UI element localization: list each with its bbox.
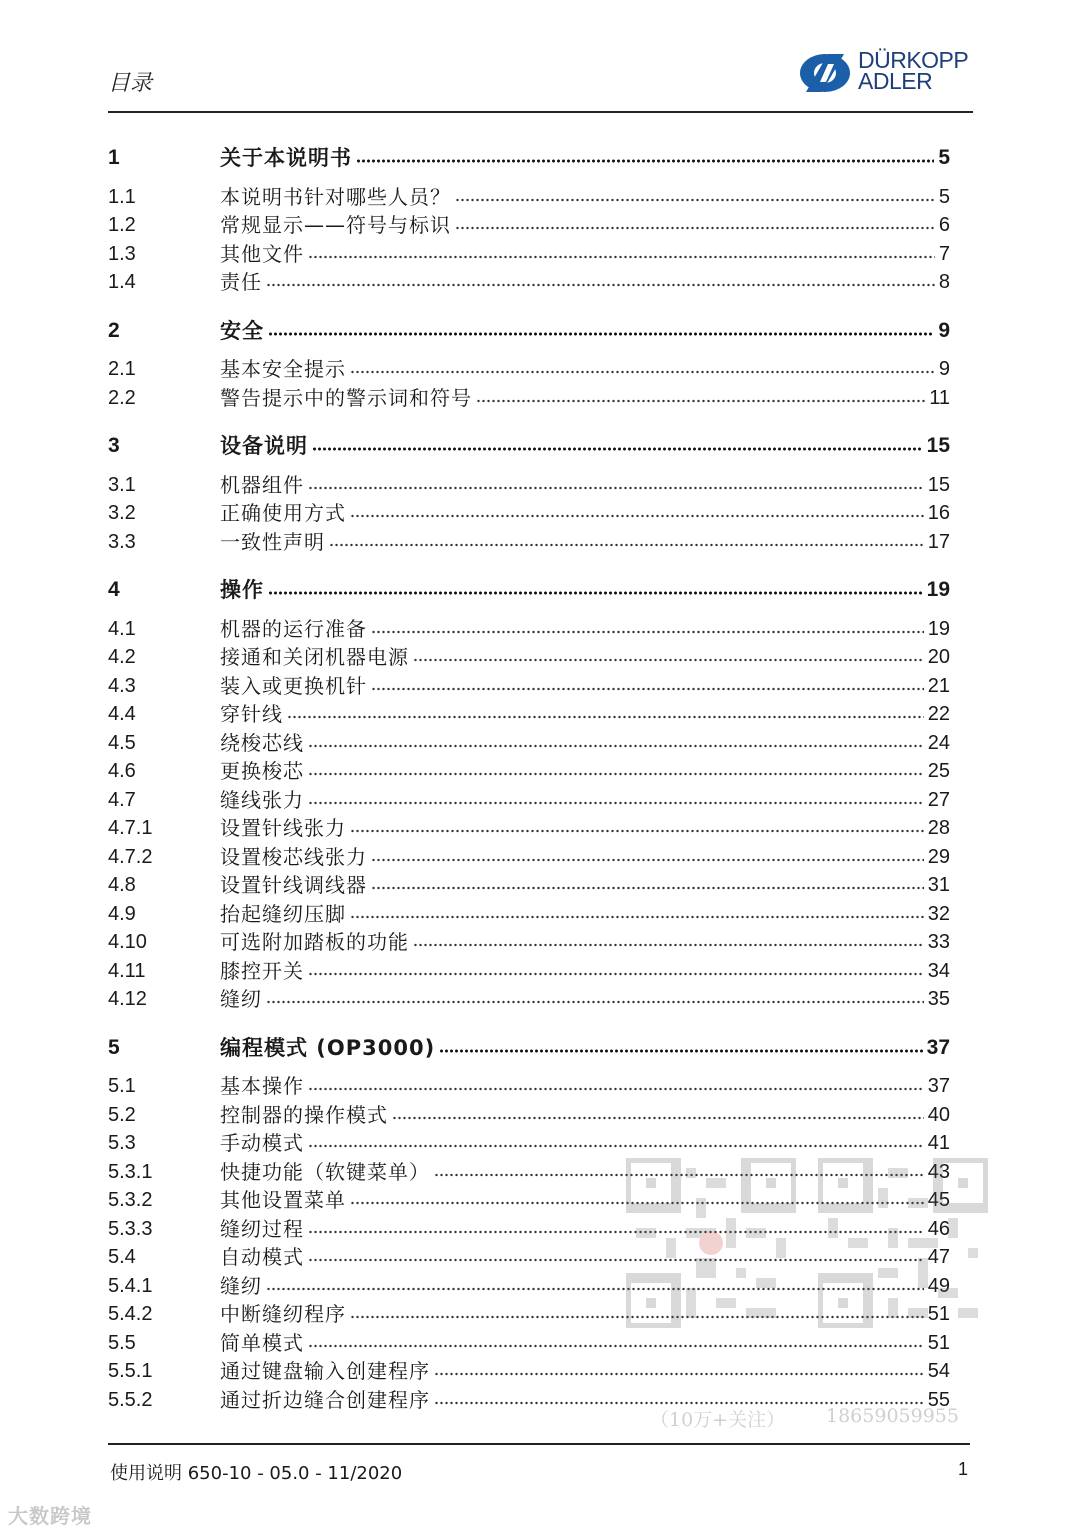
toc-entry-page: 9 <box>938 358 950 380</box>
toc-entry-number: 4.3 <box>108 674 136 697</box>
toc-entry-title: 基本操作 <box>220 1074 304 1098</box>
toc-entry-title: 常规显示——符号与标识 <box>220 213 451 237</box>
toc-section-row[interactable] <box>108 1129 950 1157</box>
toc-dot-leader <box>371 629 924 635</box>
toc-section-row[interactable] <box>108 1357 950 1385</box>
toc-section-row[interactable] <box>108 786 950 814</box>
toc-entry-number: 1.1 <box>108 185 136 208</box>
toc-entry-page: 31 <box>927 874 950 896</box>
toc-entry-title: 装入或更换机针 <box>220 673 367 698</box>
toc-section-row[interactable] <box>108 1329 950 1357</box>
toc-entry-number: 3.3 <box>108 530 136 553</box>
toc-section-row[interactable] <box>108 499 950 527</box>
toc-section-row[interactable] <box>108 1072 950 1100</box>
toc-entry-title: 可选附加踏板的功能 <box>220 930 409 954</box>
toc-entry-page: 5 <box>938 185 950 208</box>
toc-entry-page: 33 <box>927 931 950 953</box>
toc-entry-page: 8 <box>938 271 950 293</box>
toc-entry-page: 51 <box>927 1331 950 1354</box>
toc-section-row[interactable] <box>108 729 950 757</box>
toc-entry-title: 一致性声明 <box>220 529 325 554</box>
toc-entry-title: 通过折边缝合创建程序 <box>220 1387 430 1412</box>
toc-section-row[interactable] <box>108 900 950 928</box>
toc-entry-page: 6 <box>938 214 950 236</box>
toc-dot-leader <box>371 686 924 692</box>
toc-chapter-row[interactable] <box>108 576 950 604</box>
toc-entry-number: 5.3.2 <box>108 1189 153 1211</box>
toc-entry-title: 抬起缝纫压脚 <box>220 901 346 926</box>
toc-entry-number: 5.4.2 <box>108 1303 153 1325</box>
toc-entry-title: 简单模式 <box>220 1330 304 1355</box>
toc-section-row[interactable] <box>108 1101 950 1129</box>
page-title: 目录 <box>108 71 153 96</box>
toc-dot-leader <box>455 197 935 203</box>
toc-dot-leader <box>413 942 924 948</box>
toc-entry-number: 3 <box>108 434 120 457</box>
toc-entry-number: 5.5.2 <box>108 1388 153 1411</box>
toc-entry-number: 4.11 <box>108 959 146 982</box>
toc-entry-page: 29 <box>927 845 950 868</box>
toc-entry-title: 通过键盘输入创建程序 <box>220 1359 430 1383</box>
toc-entry-title: 机器的运行准备 <box>220 616 367 641</box>
toc-dot-leader <box>308 743 924 749</box>
toc-entry-title: 设置针线张力 <box>220 816 346 840</box>
toc-entry-number: 5.5 <box>108 1331 136 1354</box>
toc-entry-number: 3.2 <box>108 502 136 524</box>
toc-entry-title: 设备说明 <box>220 434 308 458</box>
toc-entry-page: 9 <box>938 318 950 342</box>
toc-entry-page: 55 <box>927 1388 950 1411</box>
toc-entry-page: 40 <box>927 1103 950 1126</box>
toc-entry-page: 16 <box>927 502 950 524</box>
toc-entry-number: 1.4 <box>108 271 136 293</box>
logo-mark-icon <box>798 52 852 94</box>
toc-entry-page: 20 <box>927 646 950 668</box>
toc-entry-page: 19 <box>926 578 950 601</box>
toc-dot-leader <box>455 225 935 231</box>
toc-entry-page: 43 <box>927 1160 950 1183</box>
toc-entry-page: 25 <box>927 760 950 782</box>
toc-entry-title: 本说明书针对哪些人员？ <box>220 184 451 209</box>
toc-entry-number: 4.7.2 <box>108 845 153 868</box>
toc-dot-leader <box>266 282 935 288</box>
toc-entry-page: 49 <box>927 1274 950 1297</box>
header-divider <box>108 111 973 113</box>
toc-entry-page: 15 <box>926 434 950 457</box>
logo-line-1: DÜRKOPP <box>858 47 969 73</box>
toc-section-row[interactable] <box>108 643 950 671</box>
qr-right-caption: 18659059955 <box>826 1405 959 1427</box>
toc-dot-leader <box>439 1048 922 1054</box>
toc-entry-number: 4.4 <box>108 703 136 725</box>
toc-dot-leader <box>434 1371 924 1377</box>
toc-entry-page: 24 <box>927 731 950 754</box>
toc-section-row[interactable] <box>108 700 950 728</box>
toc-entry-title: 正确使用方式 <box>220 501 346 525</box>
toc-entry-number: 5.3.3 <box>108 1217 153 1240</box>
toc-entry-number: 2.1 <box>108 358 136 380</box>
toc-entry-page: 11 <box>929 386 950 409</box>
toc-entry-title: 接通和关闭机器电源 <box>220 645 409 669</box>
toc-section-row[interactable] <box>108 843 950 871</box>
toc-section-row[interactable] <box>108 355 950 383</box>
toc-entry-title: 关于本说明书 <box>220 146 352 170</box>
toc-section-row[interactable] <box>108 957 950 985</box>
toc-entry-page: 21 <box>927 674 950 697</box>
toc-section-row[interactable] <box>108 615 950 643</box>
toc-entry-title: 膝控开关 <box>220 958 304 983</box>
toc-entry-page: 17 <box>927 530 950 553</box>
toc-dot-leader <box>308 971 924 977</box>
toc-dot-leader <box>308 1086 924 1092</box>
toc-entry-page: 41 <box>927 1132 950 1154</box>
toc-dot-leader <box>308 1143 924 1149</box>
toc-dot-leader <box>308 771 924 777</box>
toc-entry-page: 19 <box>927 617 950 640</box>
toc-entry-title: 基本安全提示 <box>220 357 346 381</box>
logo-line-2: ADLER <box>858 68 933 94</box>
toc-entry-title: 编程模式 (OP3000) <box>220 1035 436 1060</box>
toc-dot-leader <box>476 398 925 404</box>
toc-dot-leader <box>371 857 924 863</box>
toc-section-row[interactable] <box>108 985 950 1013</box>
toc-entry-title: 绕梭芯线 <box>220 730 304 755</box>
toc-entry-title: 其他文件 <box>220 241 304 266</box>
toc-entry-number: 4.9 <box>108 902 136 925</box>
toc-entry-number: 2 <box>108 318 120 342</box>
toc-entry-number: 4.7.1 <box>108 817 153 839</box>
toc-section-row[interactable] <box>108 183 950 211</box>
durkopp-adler-logo <box>798 47 978 98</box>
toc-entry-title: 缝纫过程 <box>220 1216 304 1241</box>
toc-section-row[interactable] <box>108 672 950 700</box>
toc-entry-number: 4.1 <box>108 617 136 640</box>
toc-dot-leader <box>268 331 934 337</box>
toc-dot-leader <box>268 590 923 596</box>
toc-entry-page: 22 <box>927 703 950 725</box>
toc-entry-number: 1.2 <box>108 214 136 236</box>
toc-entry-page: 54 <box>927 1360 950 1382</box>
toc-entry-page: 34 <box>927 959 950 982</box>
footer-doc-info: 使用说明 650-10 - 05.0 - 11/2020 <box>110 1463 403 1484</box>
toc-chapter-row[interactable] <box>108 1034 950 1062</box>
toc-entry-title: 设置针线调线器 <box>220 873 367 897</box>
toc-dot-leader <box>371 885 924 891</box>
footer-divider <box>108 1443 970 1445</box>
toc-dot-leader <box>350 914 924 920</box>
toc-dot-leader <box>329 542 924 548</box>
toc-entry-number: 4.6 <box>108 760 136 782</box>
toc-entry-title: 中断缝纫程序 <box>220 1302 346 1326</box>
toc-section-row[interactable] <box>108 1386 950 1414</box>
toc-chapter-row[interactable] <box>108 432 950 460</box>
qr-code-right-icon <box>818 1158 988 1328</box>
toc-entry-number: 4.12 <box>108 988 147 1010</box>
toc-entry-title: 设置梭芯线张力 <box>220 844 367 869</box>
toc-entry-page: 37 <box>927 1075 950 1097</box>
toc-entry-page: 47 <box>927 1246 950 1268</box>
toc-dot-leader <box>392 1115 924 1121</box>
toc-chapter-row[interactable] <box>108 144 950 172</box>
toc-section-row[interactable] <box>108 268 950 296</box>
toc-entry-title: 缝纫 <box>220 987 262 1011</box>
toc-entry-title: 穿针线 <box>220 702 283 726</box>
toc-entry-number: 1 <box>108 146 120 169</box>
toc-dot-leader <box>266 999 924 1005</box>
toc-entry-title: 控制器的操作模式 <box>220 1102 388 1127</box>
toc-entry-number: 2.2 <box>108 386 136 409</box>
toc-entry-title: 责任 <box>220 270 262 294</box>
toc-entry-title: 机器组件 <box>220 472 304 497</box>
toc-entry-number: 4 <box>108 578 120 601</box>
toc-entry-number: 5.2 <box>108 1103 136 1126</box>
toc-section-row[interactable] <box>108 871 950 899</box>
toc-entry-number: 5.3 <box>108 1132 136 1154</box>
qr-code-left-icon <box>626 1158 796 1328</box>
toc-entry-page: 46 <box>927 1217 950 1240</box>
toc-entry-number: 5.5.1 <box>108 1360 153 1382</box>
toc-entry-number: 3.1 <box>108 473 136 496</box>
toc-entry-number: 1.3 <box>108 242 136 265</box>
footer-page-number: 1 <box>958 1459 969 1479</box>
toc-entry-title: 缝线张力 <box>220 787 304 812</box>
toc-entry-title: 其他设置菜单 <box>220 1188 346 1212</box>
toc-entry-page: 28 <box>927 817 950 839</box>
toc-entry-page: 45 <box>927 1189 950 1211</box>
toc-entry-number: 5.4 <box>108 1246 136 1268</box>
toc-dot-leader <box>312 446 923 452</box>
toc-section-row[interactable] <box>108 384 950 412</box>
toc-entry-page: 51 <box>927 1303 950 1325</box>
toc-section-row[interactable] <box>108 240 950 268</box>
toc-entry-title: 自动模式 <box>220 1245 304 1269</box>
toc-section-row[interactable] <box>108 211 950 239</box>
toc-chapter-row[interactable] <box>108 317 950 345</box>
toc-entry-title: 更换梭芯 <box>220 759 304 783</box>
toc-entry-title: 快捷功能（软键菜单） <box>220 1159 430 1184</box>
toc-entry-page: 27 <box>927 788 950 811</box>
toc-entry-number: 5.4.1 <box>108 1274 153 1297</box>
toc-dot-leader <box>287 714 924 720</box>
toc-entry-page: 37 <box>926 1035 950 1059</box>
toc-entry-number: 5.1 <box>108 1075 136 1097</box>
toc-entry-title: 警告提示中的警示词和符号 <box>220 385 472 410</box>
toc-entry-number: 4.2 <box>108 646 136 668</box>
toc-entry-number: 4.7 <box>108 788 136 811</box>
corner-watermark-brand: 大数跨境 <box>8 1504 92 1528</box>
toc-entry-page: 15 <box>927 473 950 496</box>
toc-dot-leader <box>350 828 924 834</box>
toc-entry-title: 手动模式 <box>220 1131 304 1155</box>
toc-entry-page: 7 <box>938 242 950 265</box>
toc-entry-number: 5.3.1 <box>108 1160 153 1183</box>
toc-entry-number: 4.8 <box>108 874 136 896</box>
toc-dot-leader <box>308 254 935 260</box>
toc-dot-leader <box>350 513 924 519</box>
toc-dot-leader <box>308 485 924 491</box>
toc-entry-number: 4.10 <box>108 931 147 953</box>
toc-entry-number: 5 <box>108 1035 120 1059</box>
toc-entry-title: 缝纫 <box>220 1273 262 1298</box>
qr-left-caption: （10万+关注） <box>650 1409 786 1431</box>
toc-section-row[interactable] <box>108 471 950 499</box>
toc-entry-number: 4.5 <box>108 731 136 754</box>
toc-section-row[interactable] <box>108 814 950 842</box>
toc-entry-page: 32 <box>927 902 950 925</box>
toc-section-row[interactable] <box>108 928 950 956</box>
toc-dot-leader <box>308 800 924 806</box>
toc-section-row[interactable] <box>108 757 950 785</box>
toc-entry-page: 5 <box>938 146 950 169</box>
toc-dot-leader <box>308 1343 924 1349</box>
toc-dot-leader <box>350 369 935 375</box>
toc-section-row[interactable] <box>108 528 950 556</box>
toc-dot-leader <box>356 158 934 164</box>
toc-dot-leader <box>413 657 924 663</box>
toc-entry-title: 安全 <box>220 318 264 343</box>
toc-entry-page: 35 <box>927 988 950 1010</box>
toc-entry-title: 操作 <box>220 578 264 602</box>
